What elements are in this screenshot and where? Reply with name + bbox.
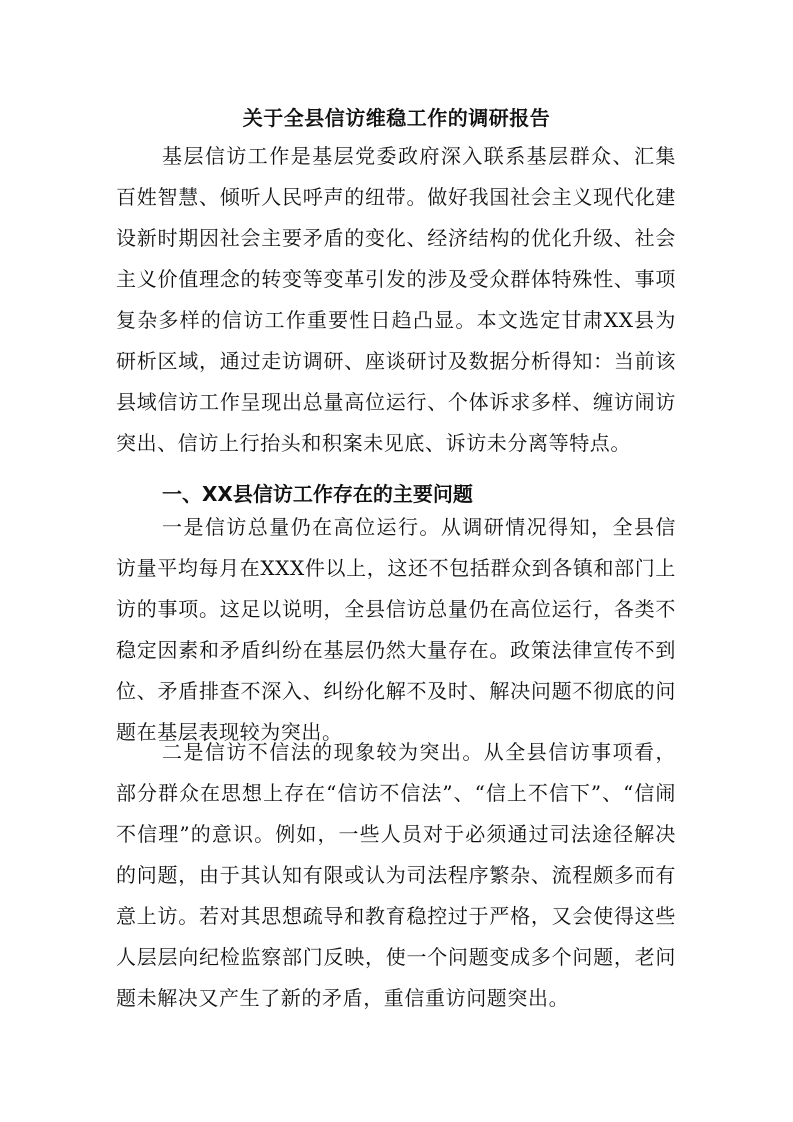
- document-title: 关于全县信访维稳工作的调研报告: [242, 106, 551, 130]
- body-paragraph: 二是信访不信法的现象较为突出。从全县信访事项看，部分群众在思想上存在“信访不信法”、“信上不信下”、“信闹不信理”的意识。例如，一些人员对于必须通过司法途径解决的问题，由于其认知有限或认为司法程序繁杂、流程颇多而有意上访。若对其思想疏导和教育稳控过于严格，又会使得这些人层层向纪检监察部门反映，使一个问题变成多个问题，老问题未解决又产生了新的矛盾，重信重访问题突出。: [116, 740, 676, 1010]
- section-heading: 一、XX县信访工作存在的主要问题: [162, 482, 473, 506]
- intro-paragraph: 基层信访工作是基层党委政府深入联系基层群众、汇集百姓智慧、倾听人民呼声的纽带。做好我国社会主义现代化建设新时期因社会主要矛盾的变化、经济结构的优化升级、社会主义价值理念的转变等变革引发的涉及受众群体特殊性、事项复杂多样的信访工作重要性日趋凸显。本文选定甘肃XX县为研析区域，通过走访调研、座谈研讨及数据分析得知：当前该县域信访工作呈现出总量高位运行、个体诉求多样、缠访闹访突出、信访上行抬头和积案未见底、诉访未分离等特点。: [116, 144, 676, 455]
- body-paragraph: 一是信访总量仍在高位运行。从调研情况得知，全县信访量平均每月在XXX件以上，这还不包括群众到各镇和部门上访的事项。这足以说明，全县信访总量仍在高位运行，各类不稳定因素和矛盾纠纷在基层仍然大量存在。政策法律宣传不到位、矛盾排查不深入、纠纷化解不及时、解决问题不彻底的问题在基层表现较为突出。: [116, 515, 676, 744]
